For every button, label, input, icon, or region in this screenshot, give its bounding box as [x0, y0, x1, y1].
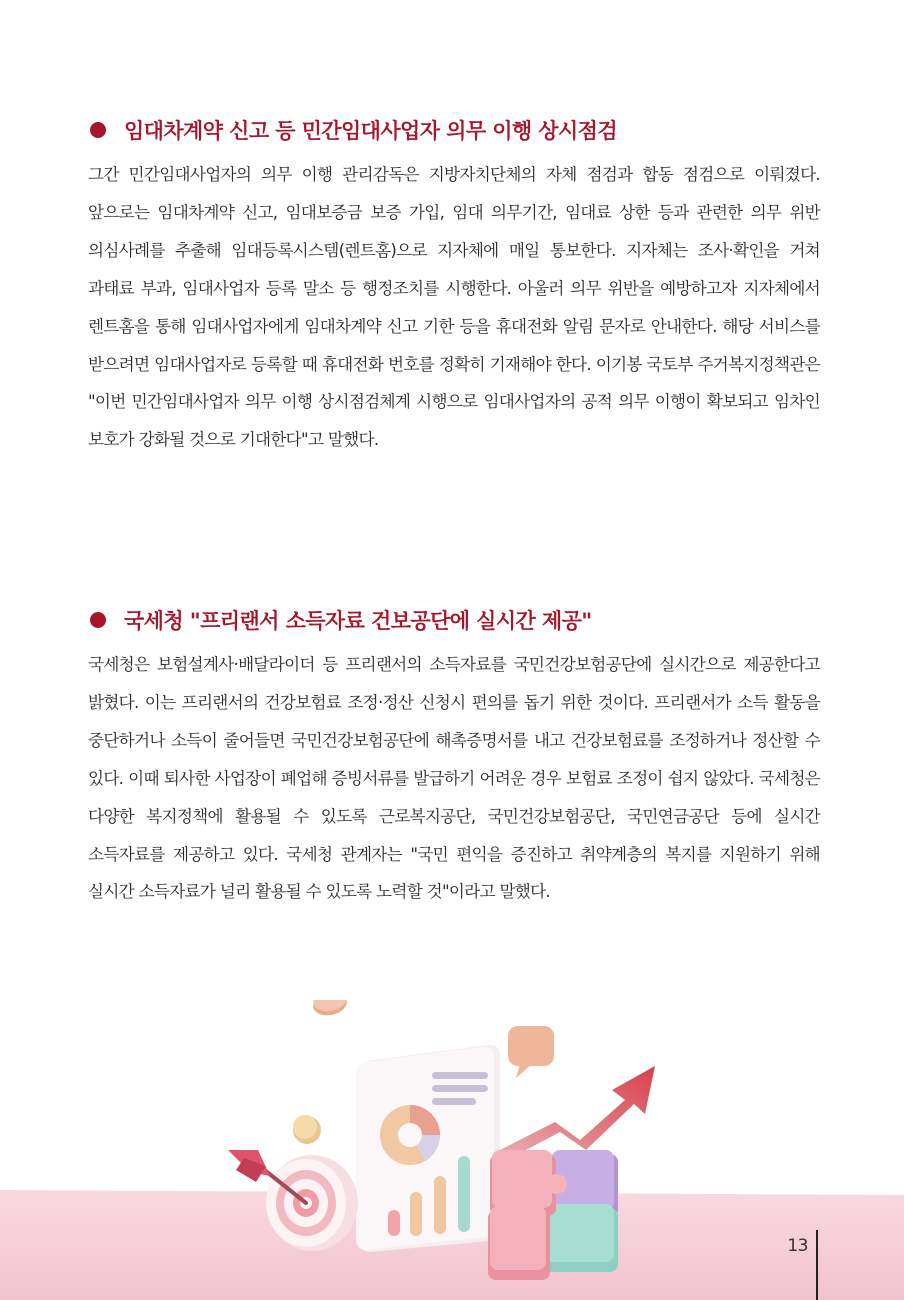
section-heading [88, 112, 820, 148]
coin-icon [293, 1115, 321, 1144]
section-body: 국세청은 보험설계사·배달라이더 등 프리랜서의 소득자료를 국민건강보험공단에 실시간으로 제공한다고 밝혔다. 이는 프리랜서의 건강보험료 조정·정산 신청시 편의를 돕기 위한 것이다. 프리랜서가 소득 활동을 중단하거나 소득이 줄어들면 국민건강보험공단에 해촉증명서를 내고 건강보험료를 조정하거나 정산할 수 있다. 이때 퇴사한 사업장이 폐업해 증빙서류를 발급하기 어려운 경우 보험료 조정이 쉽지 않았다. 국세청은 다양한 복지정책에 활용될 수 있도록 근로복지공단, 국민건강보험공단, 국민연금공단 등에 실시간 소득자료를 제공하고 있다. 국세청 관계자는 "국민 편익을 증진하고 취약계층의 복지를 지원하기 위해 실시간 소득자료가 널리 활용될 수 있도록 노력할 것"이라고 말했다. [88, 655, 820, 902]
coin-icon [311, 1000, 349, 1018]
business-growth-illustration [0, 1000, 904, 1300]
growth-arrow-icon [500, 1066, 655, 1160]
section-heading [88, 602, 820, 638]
bullet-icon [90, 612, 106, 628]
speech-bubble-icon [508, 1026, 554, 1078]
puzzle-blocks-icon [488, 1150, 618, 1280]
section-nts-freelancer [88, 602, 820, 911]
section-rental-inspection [88, 112, 820, 459]
section-title: 임대차계약 신고 등 민간임대사업자 의무 이행 상시점검 [124, 119, 618, 143]
bullet-icon [90, 122, 106, 138]
report-document-icon [356, 1045, 500, 1252]
page-number-divider [816, 1230, 818, 1300]
section-title: 국세청 "프리랜서 소득자료 건보공단에 실시간 제공" [124, 609, 592, 633]
page-number: 13 [787, 1236, 808, 1256]
section-body: 그간 민간임대사업자의 의무 이행 관리감독은 지방자치단체의 자체 점검과 합동 점검으로 이뤄졌다. 앞으로는 임대차계약 신고, 임대보증금 보증 가입, 임대 의무기간, 임대료 상한 등과 관련한 의무 위반 의심사례를 추출해 임대등록시스템(렌트홈)으로 지자체에 매일 통보한다. 지자체는 조사·확인을 거쳐 과태료 부과, 임대사업자 등록 말소 등 행정조치를 시행한다. 아울러 의무 위반을 예방하고자 지자체에서 렌트홈을 통해 임대사업자에게 임대차계약 신고 기한 등을 휴대전화 알림 문자로 안내한다. 해당 서비스를 받으려면 임대사업자로 등록할 때 휴대전화 번호를 정확히 기재해야 한다. 이기봉 국토부 주거복지정책관은 "이번 민간임대사업자 의무 이행 상시점검체계 시행으로 임대사업자의 공적 의무 이행이 확보되고 임차인 보호가 강화될 것으로 기대한다"고 말했다. [88, 165, 820, 450]
